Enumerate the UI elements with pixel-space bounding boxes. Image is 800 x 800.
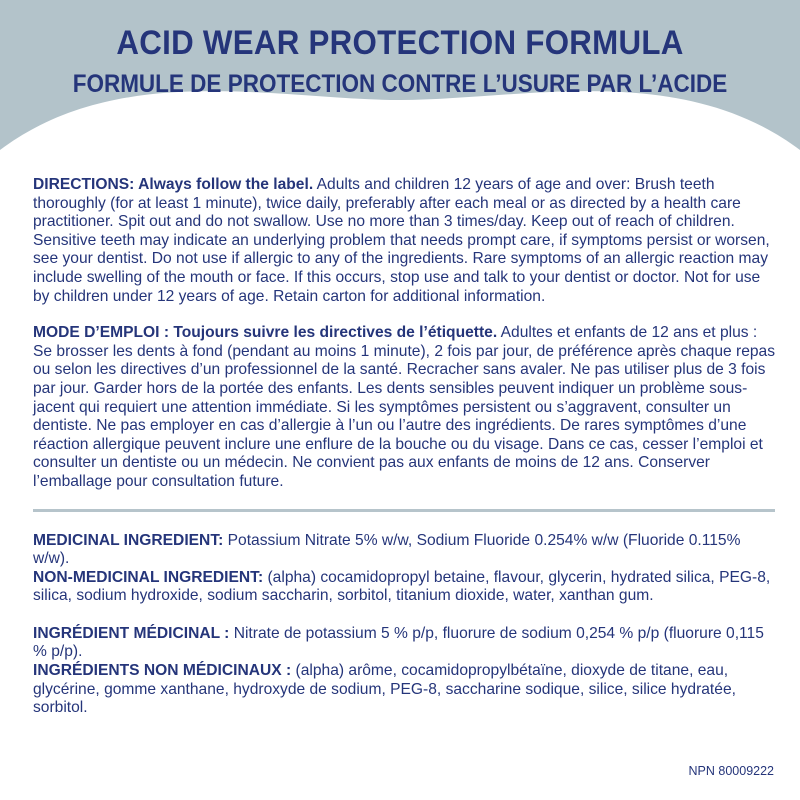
non-medicinal-ingredient-french-body: (alpha) arôme, cocamidopropylbétaïne, dioxyde de titane, eau, glycérine, gomme xanthane, hydroxyde de sodium, PEG-8, saccharine sodique, silice, silice hydratée, sorbitol. [33, 662, 736, 717]
non-medicinal-ingredient-english-heading: NON-MEDICINAL INGREDIENT: [33, 568, 264, 586]
npn-number: NPN 80009222 [688, 764, 774, 778]
medicinal-ingredient-english-heading: MEDICINAL INGREDIENT: [33, 531, 224, 549]
section-divider [33, 509, 775, 512]
title-english: ACID WEAR PROTECTION FORMULA [116, 24, 684, 62]
directions-english [33, 176, 775, 306]
medicinal-ingredient-english [33, 532, 775, 569]
non-medicinal-ingredient-french [33, 662, 775, 718]
label-content [33, 176, 775, 718]
directions-english-body: Adults and children 12 years of age and over: Brush teeth thoroughly (for at least 1 minute), twice daily, preferably after each meal or as directed by a health care practitioner. Spit out and do not swallow. Use no more than 3 times/day. Keep out of reach of children. Sensitive teeth may indicate an underlying problem that needs prompt care, if symptoms persist or worsen, see your dentist. Do not use if allergic to any of the ingredients. Rare symptoms of an allergic reaction may include swelling of the mouth or face. If this occurs, stop use and talk to your dentist or doctor. Not for use by children under 12 years of age. Retain carton for additional information. [33, 176, 770, 305]
medicinal-ingredient-french [33, 625, 775, 662]
non-medicinal-ingredient-english-body: (alpha) cocamidopropyl betaine, flavour, glycerin, hydrated silica, PEG-8, silica, sodium hydroxide, sodium saccharin, sorbitol, titanium dioxide, water, xanthan gum. [33, 568, 771, 605]
medicinal-ingredient-english-body: Potassium Nitrate 5% w/w, Sodium Fluoride 0.254% w/w (Fluoride 0.115% w/w). [33, 531, 741, 568]
directions-english-heading: DIRECTIONS: Always follow the label. [33, 176, 314, 193]
medicinal-ingredient-french-heading: INGRÉDIENT MÉDICINAL : [33, 624, 230, 642]
directions-french-heading: MODE D’EMPLOI : Toujours suivre les directives de l’étiquette. [33, 324, 498, 342]
medicinal-ingredient-french-body: Nitrate de potassium 5 % p/p, fluorure de sodium 0,254 % p/p (fluorure 0,115 % p/p). [33, 624, 764, 661]
non-medicinal-ingredient-french-heading: INGRÉDIENTS NON MÉDICINAUX : [33, 662, 292, 680]
non-medicinal-ingredient-english [33, 569, 775, 606]
directions-french-body: Adultes et enfants de 12 ans et plus : Se brosser les dents à fond (pendant au moins 1 minute), 2 fois par jour, de préférence après chaque repas ou selon les directives d’un professionnel de la santé. Recracher sans avaler. Ne pas utiliser plus de 3 fois par jour. Garder hors de la portée des enfants. Les dents sensibles peuvent indiquer un problème sous-jacent qui requiert une attention immédiate. Si les symptômes persistent ou s’aggravent, consulter un dentiste. Ne pas employer en cas d’allergie à l’un ou l’autre des ingrédients. De rares symptômes d’une réaction allergique peuvent inclure une enflure de la bouche ou du visage. Dans ce cas, cesser l’emploi et consulter un dentiste ou un médecin. Ne convient pas aux enfants de moins de 12 ans. Conserver l’emballage pour consultation future. [33, 324, 776, 490]
directions-french [33, 324, 775, 491]
title-french: FORMULE DE PROTECTION CONTRE L’USURE PAR L’ACIDE [72, 70, 728, 98]
